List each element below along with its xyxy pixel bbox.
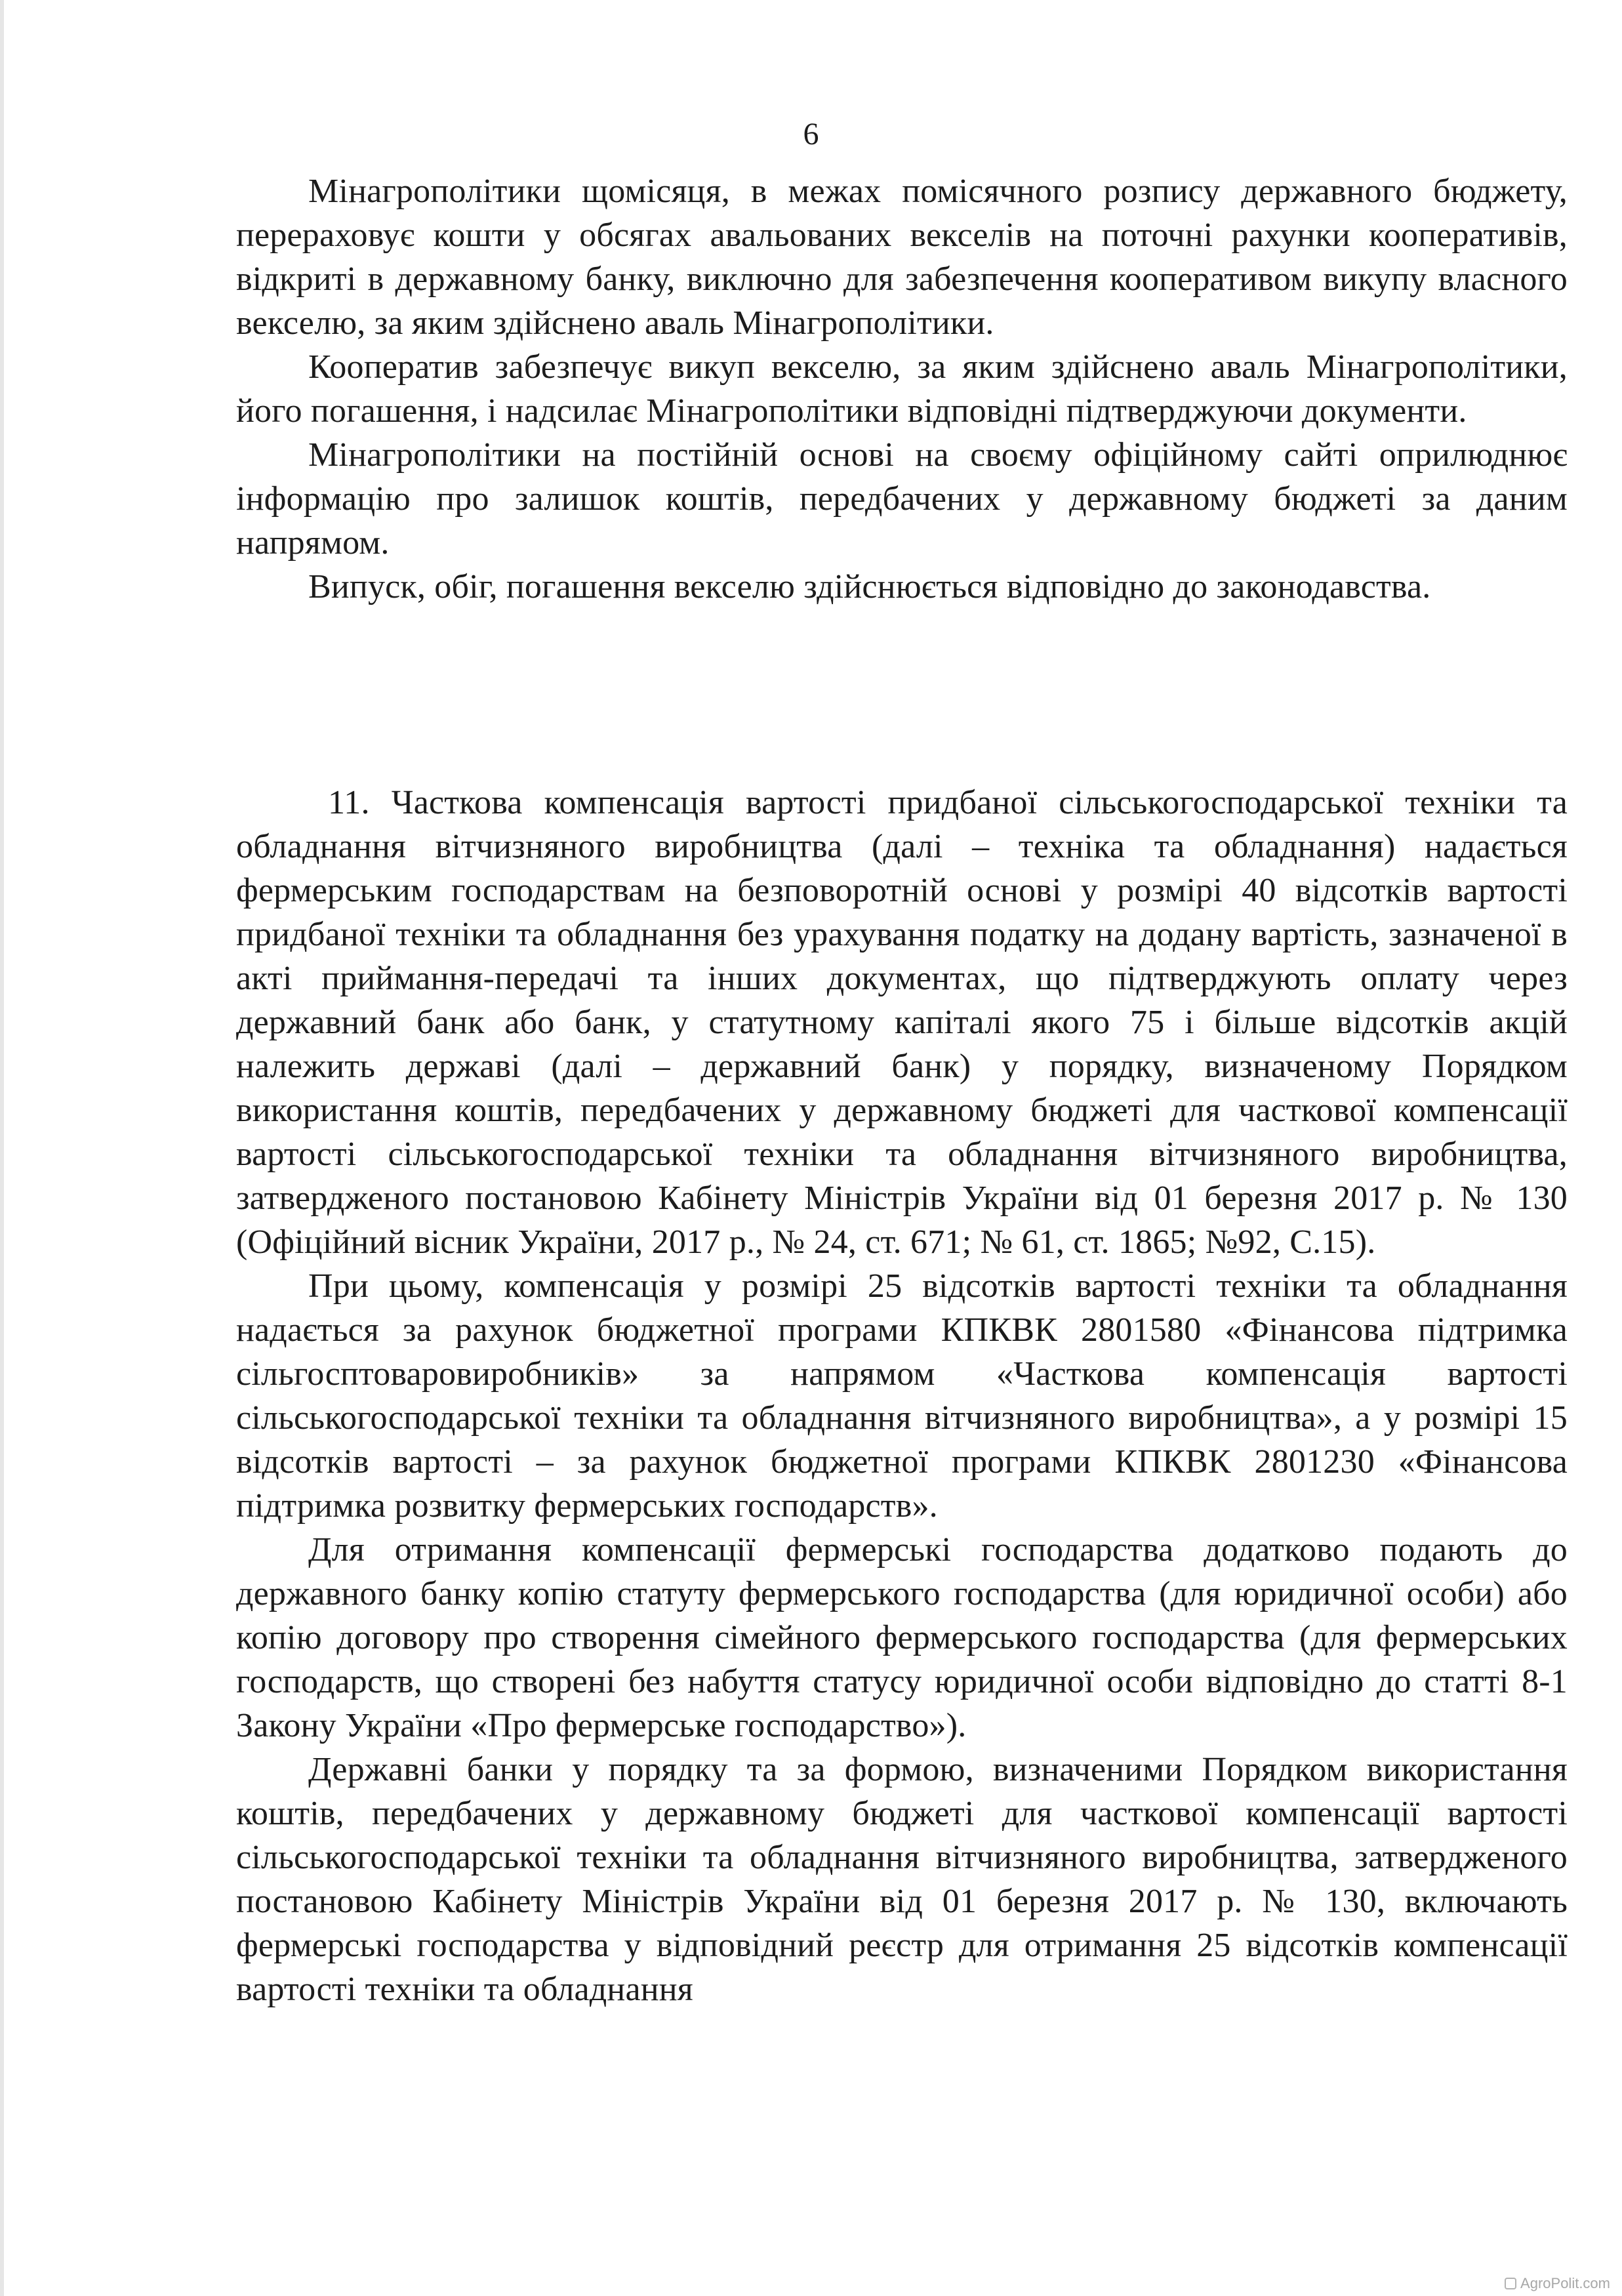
page-number: 6 (803, 117, 819, 152)
paragraph-banks-registry: Державні банки у порядку та за формою, визначеними Порядком використання коштів, передбачених у державному бюджеті для часткової компенсації вартості сільськогосподарської техніки та обладнання вітчизняного виробництва, затвердженого постановою Кабінету Міністрів України від 01 березня 2017 р. № 130, включають фермерські господарства у відповідний реєстр для отримання 25 відсотків компенсації вартості техніки та обладнання (236, 1751, 1568, 2008)
text-section-compensation (236, 781, 1568, 2011)
paragraph-item-11: 11. Часткова компенсація вартості придбаної сільськогосподарської техніки та обладнання вітчизняного виробництва (далі – техніка та обладнання) надається фермерським господарствам на безповоротній основі у розмірі 40 відсотків вартості придбаної техніки та обладнання без урахування податку на додану вартість, зазначеної в акті приймання-передачі та інших документах, що підтверджують оплату через державний банк або банк, у статутному капіталі якого 75 і більше відсотків акцій належить державі (далі – державний банк) у порядку, визначеному Порядком використання коштів, передбачених у державному бюджеті для часткової компенсації вартості сільськогосподарської техніки та обладнання вітчизняного виробництва, затвердженого постановою Кабінету Міністрів України від 01 березня 2017 р. № 130 (Офіційний вісник України, 2017 р., № 24, ст. 671; № 61, ст. 1865; №92, С.15). (236, 784, 1568, 1261)
paragraph-legislation: Випуск, обіг, погашення векселю здійснюється відповідно до законодавства. (308, 568, 1431, 605)
watermark-text: AgroPolit.com (1520, 2275, 1610, 2291)
paragraph-bill-redemption: Кооператив забезпечує викуп векселю, за яким здійснено аваль Мінагрополітики, його погашення, і надсилає Мінагрополітики відповідні підтверджуючи документи. (236, 348, 1568, 430)
paragraph-documents-required: Для отримання компенсації фермерські господарства додатково подають до державного банку копію статуту фермерського господарства (для юридичної особи) або копію договору про створення сімейного фермерського господарства (для фермерських господарств, що створені без набуття статусу юридичної особи відповідно до статті 8-1 Закону України «Про фермерське господарство»). (236, 1531, 1568, 1744)
scan-edge (0, 0, 4, 2296)
paragraph-compensation-split: При цьому, компенсація у розмірі 25 відсотків вартості техніки та обладнання надається за рахунок бюджетної програми КПКВК 2801580 «Фінансова підтримка сільгосптоваровиробників» за напрямом «Часткова компенсація вартості сільськогосподарської техніки та обладнання вітчизняного виробництва», а у розмірі 15 відсотків вартості – за рахунок бюджетної програми КПКВК 2801230 «Фінансова підтримка розвитку фермерських господарств». (236, 1267, 1568, 1525)
text-section-aval (236, 169, 1568, 609)
watermark (1505, 2275, 1610, 2292)
paragraph-transfer-funds: Мінагрополітики щомісяця, в межах помісячного розпису державного бюджету, перераховує кошти у обсягах авальованих векселів на поточні рахунки кооперативів, відкриті в державному банку, виключно для забезпечення кооперативом викупу власного векселю, за яким здійснено аваль Мінагрополітики. (236, 173, 1568, 342)
watermark-logo-icon (1505, 2278, 1516, 2289)
paragraph-publish-info: Мінагрополітики на постійній основі на своєму офіційному сайті оприлюднює інформацію про залишок коштів, передбачених у державному бюджеті за даним напрямом. (236, 436, 1568, 562)
